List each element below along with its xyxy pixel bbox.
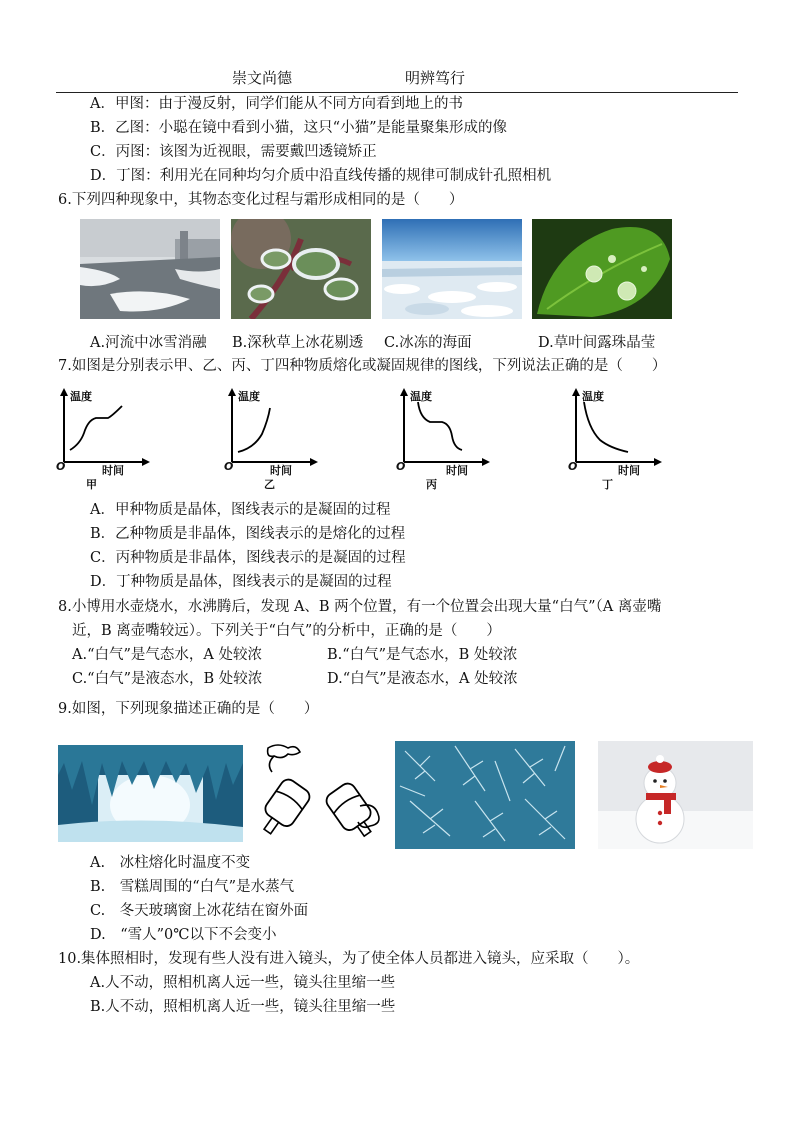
graph-jia-origin: O (56, 460, 66, 473)
q9-option-a: A. 冰柱熔化时温度不变 (90, 855, 251, 871)
graph-ding-ylabel: 温度 (582, 390, 604, 403)
graph-ding-origin: O (568, 460, 578, 473)
graph-yi (224, 388, 344, 491)
q7-option-a: A．甲种物质是晶体，图线表示的是凝固的过程 (90, 502, 391, 518)
photo-melting-river (80, 219, 220, 319)
q6-option-b: B.深秋草上冰花剔透 (232, 335, 364, 351)
q7-option-b: B．乙种物质是非晶体，图线表示的是熔化的过程 (90, 526, 406, 542)
q10-option-a: A.人不动，照相机离人远一些，镜头往里缩一些 (90, 975, 396, 991)
graph-jia-name: 甲 (86, 478, 97, 491)
q8-option-a: A.“白气”是气态水，A 处较浓 (72, 647, 262, 663)
q5-option-d: D．丁图：利用光在同种均匀介质中沿直线传播的规律可制成针孔照相机 (90, 168, 552, 184)
graph-jia-ylabel: 温度 (70, 390, 92, 403)
q7-option-c: C．丙种物质是非晶体，图线表示的是凝固的过程 (90, 550, 406, 566)
photo-snowman (598, 741, 753, 849)
q5-option-a: A．甲图：由于漫反射，同学们能从不同方向看到地上的书 (90, 96, 463, 112)
graph-ding-name: 丁 (602, 478, 613, 491)
q7-stem: 7.如图是分别表示甲、乙、丙、丁四种物质熔化或凝固规律的图线，下列说法正确的是（ ） (58, 358, 667, 374)
q6-option-a: A.河流中冰雪消融 (90, 335, 207, 351)
graph-yi-origin: O (224, 460, 234, 473)
graph-bing-xlabel: 时间 (446, 464, 468, 477)
q5-option-c: C．丙图：该图为近视眼，需要戴凹透镜矫正 (90, 144, 377, 160)
graph-yi-name: 乙 (264, 478, 275, 491)
q10-option-b: B.人不动，照相机离人近一些，镜头往里缩一些 (90, 999, 396, 1015)
q9-stem: 9.如图，下列现象描述正确的是（ ） (58, 701, 319, 717)
graph-jia (56, 388, 176, 491)
q7-option-d: D．丁种物质是晶体，图线表示的是凝固的过程 (90, 574, 392, 590)
q8-stem-line2: 近，B 离壶嘴较远）。下列关于“白气”的分析中，正确的是（ ） (72, 623, 501, 639)
graph-bing-name: 丙 (426, 478, 437, 491)
q8-option-c: C.“白气”是液态水，B 处较浓 (72, 671, 263, 687)
q6-option-c: C.冰冻的海面 (384, 335, 472, 351)
header-rule (56, 92, 738, 93)
popsicle-illustration (248, 742, 388, 842)
q10-stem: 10.集体照相时，发现有些人没有进入镜头，为了使全体人员都进入镜头，应采取（ ）。 (58, 951, 640, 967)
photo-ice-cave (58, 745, 243, 842)
q5-option-b: B．乙图：小聪在镜中看到小猫，这只“小猫”是能量聚集形成的像 (90, 120, 507, 136)
q6-stem: 6.下列四种现象中，其物态变化过程与霜形成相同的是（ ） (58, 192, 464, 208)
header-motto-left: 崇文尚德 (232, 69, 293, 87)
graph-yi-xlabel: 时间 (270, 464, 292, 477)
graph-ding (568, 388, 688, 491)
q8-option-b: B.“白气”是气态水，B 处较浓 (327, 647, 518, 663)
graph-yi-ylabel: 温度 (238, 390, 260, 403)
graph-bing-ylabel: 温度 (410, 390, 432, 403)
q9-option-c: C. 冬天玻璃窗上冰花结在窗外面 (90, 903, 309, 919)
q9-option-d: D. “雪人”0℃以下不会变小 (90, 927, 277, 943)
q6-option-d: D.草叶间露珠晶莹 (538, 335, 656, 351)
photo-frost-on-plant (231, 219, 371, 319)
graph-jia-xlabel: 时间 (102, 464, 124, 477)
header-motto-right: 明辨笃行 (405, 69, 466, 87)
q9-option-b: B. 雪糕周围的“白气”是水蒸气 (90, 879, 295, 895)
photo-dew-on-leaf (532, 219, 672, 319)
graph-bing-origin: O (396, 460, 406, 473)
q8-stem-line1: 8.小博用水壶烧水，水沸腾后，发现 A、B 两个位置，有一个位置会出现大量“白气”（A 离壶嘴 (58, 599, 662, 615)
photo-frozen-sea (382, 219, 522, 319)
photo-frost-pattern-window (395, 741, 575, 849)
graph-ding-xlabel: 时间 (618, 464, 640, 477)
graph-bing (396, 388, 516, 491)
q8-option-d: D.“白气”是液态水，A 处较浓 (327, 671, 518, 687)
